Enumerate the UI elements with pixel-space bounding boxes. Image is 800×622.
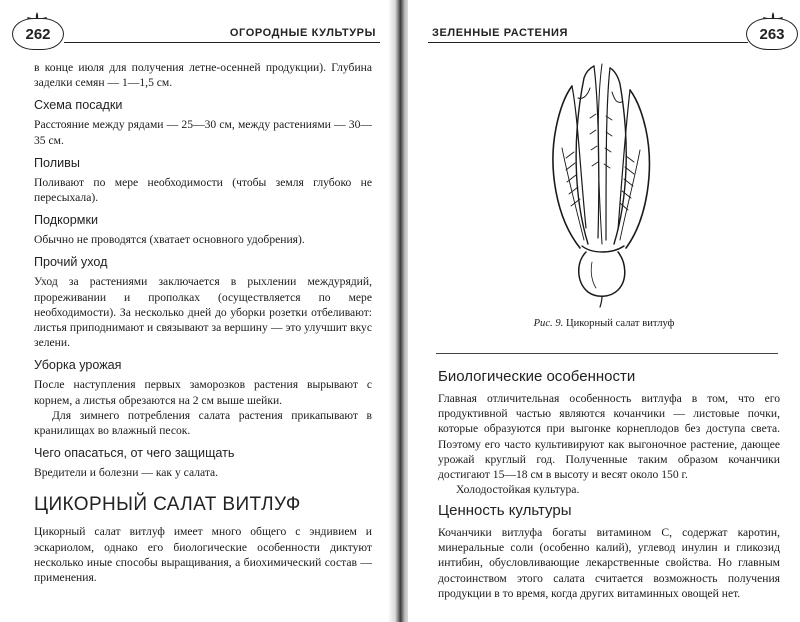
header-rule: [64, 42, 380, 43]
paragraph: Главная отличительная особенность витлуфа в том, что его продуктивной частью являются кочанчики — листовые почки, которые образуются при выгонке корнеплодов без доступа света. Поэтому его часто культивируют как выгоночное растение, дающее урожай круглый год. Полученные таким образом кочанчики достигают 15—18 см в высоту и весят около 150 г.: [438, 392, 780, 482]
section-rule: [436, 353, 778, 354]
header-rule: [428, 42, 748, 43]
subheading: Поливы: [34, 155, 80, 170]
chapter-heading: ЦИКОРНЫЙ САЛАТ ВИТЛУФ: [34, 494, 301, 516]
left-page-body: [34, 60, 372, 585]
left-page: [0, 0, 392, 622]
paragraph: Вредители и болезни — как у салата.: [34, 466, 219, 480]
figure-caption-label: Рис. 9.: [533, 318, 564, 329]
paragraph: Поливают по мере необходимости (чтобы земля глубоко не пересыхала).: [34, 175, 372, 205]
section-crop-value: [438, 502, 780, 601]
paragraph: Цикорный салат витлуф имеет много общего с эндивием и эскариолом, однако его биологические особенности диктуют несколько иные способы выращивания, а биохимический состав — применения.: [34, 525, 372, 585]
running-title-left: ОГОРОДНЫЕ КУЛЬТУРЫ: [229, 27, 376, 39]
chicory-illustration: [526, 58, 676, 308]
section-biological-features: [438, 368, 780, 497]
paragraph: Для зимнего потребления салата растения прикапывают в кранилищах во влажный песок.: [34, 408, 372, 438]
paragraph: Кочанчики витлуфа богаты витамином С, содержат каротин, минеральные соли (особенно калий), углевод инулин и гликозид интибин, обусловливающие лекарственные свойства. Но главным достоинством этого салата считается возможность получения продукции в то время, когда других витаминных овощей нет.: [438, 526, 780, 600]
page-number-right: 263: [746, 18, 798, 50]
subheading: Уборка урожая: [34, 358, 122, 373]
paragraph: Обычно не проводятся (хватает основного удобрения).: [34, 233, 305, 247]
paragraph: Холодостойкая культура.: [456, 483, 580, 497]
subheading: Подкормки: [34, 213, 98, 228]
right-page: [408, 0, 800, 622]
section-heading: Ценность культуры: [438, 502, 572, 519]
paragraph: Уход за растениями заключается в рыхлении междурядий, прореживании и прополках (осуществляется по мере необходимости). За несколько дней до уборки розетки отбеливают: листья приподнимают и связывают за вершину — это улучшит вкус зелени.: [34, 275, 372, 350]
subheading: Чего опасаться, от чего защищать: [34, 446, 235, 461]
section-heading: Биологические особенности: [438, 368, 636, 385]
paragraph: в конце июля для получения летне-осенней продукции). Глубина заделки семян — 1—1,5 см.: [34, 61, 372, 90]
figure-caption-text: Цикорный салат витлуф: [565, 318, 675, 329]
subheading: Схема посадки: [34, 98, 123, 113]
figure-caption: [408, 318, 800, 329]
page-number-left: 262: [12, 18, 64, 50]
left-page-header: [8, 26, 380, 46]
subheading: Прочий уход: [34, 255, 108, 270]
paragraph: После наступления первых заморозков растения вырывают с корнем, а листья обрезаются на 2 см выше шейки.: [34, 378, 372, 407]
paragraph: Расстояние между рядами — 25—30 см, между растениями — 30—35 см.: [34, 118, 372, 147]
right-page-header: [428, 26, 800, 46]
running-title-right: ЗЕЛЕННЫЕ РАСТЕНИЯ: [432, 27, 569, 39]
